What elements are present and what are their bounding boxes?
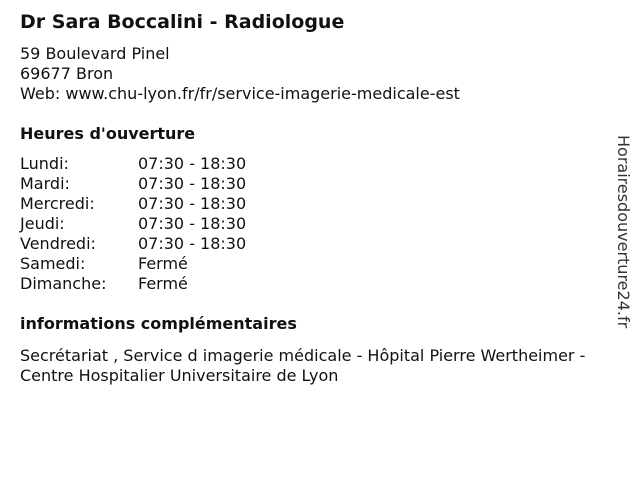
hours-row-sunday <box>20 274 246 294</box>
hours-heading: Heures d'ouverture <box>20 124 196 143</box>
hours-time: 07:30 - 18:30 <box>138 234 247 253</box>
address-street: 59 Boulevard Pinel <box>20 44 170 63</box>
hours-time: 07:30 - 18:30 <box>138 214 247 233</box>
hours-day: Samedi: <box>20 254 86 273</box>
hours-day: Mardi: <box>20 174 70 193</box>
hours-day: Vendredi: <box>20 234 96 253</box>
hours-time: Fermé <box>138 274 188 293</box>
hours-day: Dimanche: <box>20 274 107 293</box>
info-text: Secrétariat , Service d imagerie médicale - Hôpital Pierre Wertheimer - Centre Hospitalier Universitaire de Lyon <box>20 346 586 385</box>
page-title: Dr Sara Boccalini - Radiologue <box>20 11 345 33</box>
address-block <box>20 44 460 104</box>
hours-day: Mercredi: <box>20 194 95 213</box>
hours-row-monday <box>20 154 246 174</box>
info-heading: informations complémentaires <box>20 314 297 333</box>
hours-table <box>20 154 246 294</box>
hours-row-tuesday <box>20 174 246 194</box>
hours-row-wednesday <box>20 194 246 214</box>
watermark-text: Horairesdouverture24.fr <box>614 135 633 329</box>
hours-time: Fermé <box>138 254 188 273</box>
hours-day: Lundi: <box>20 154 69 173</box>
hours-time: 07:30 - 18:30 <box>138 194 247 213</box>
hours-time: 07:30 - 18:30 <box>138 174 247 193</box>
hours-row-saturday <box>20 254 246 274</box>
watermark <box>612 135 636 367</box>
hours-time: 07:30 - 18:30 <box>138 154 247 173</box>
hours-row-friday <box>20 234 246 254</box>
address-city: 69677 Bron <box>20 64 114 83</box>
website-link[interactable]: Web: www.chu-lyon.fr/fr/service-imagerie-medicale-est <box>20 84 460 103</box>
hours-row-thursday <box>20 214 246 234</box>
hours-day: Jeudi: <box>20 214 65 233</box>
